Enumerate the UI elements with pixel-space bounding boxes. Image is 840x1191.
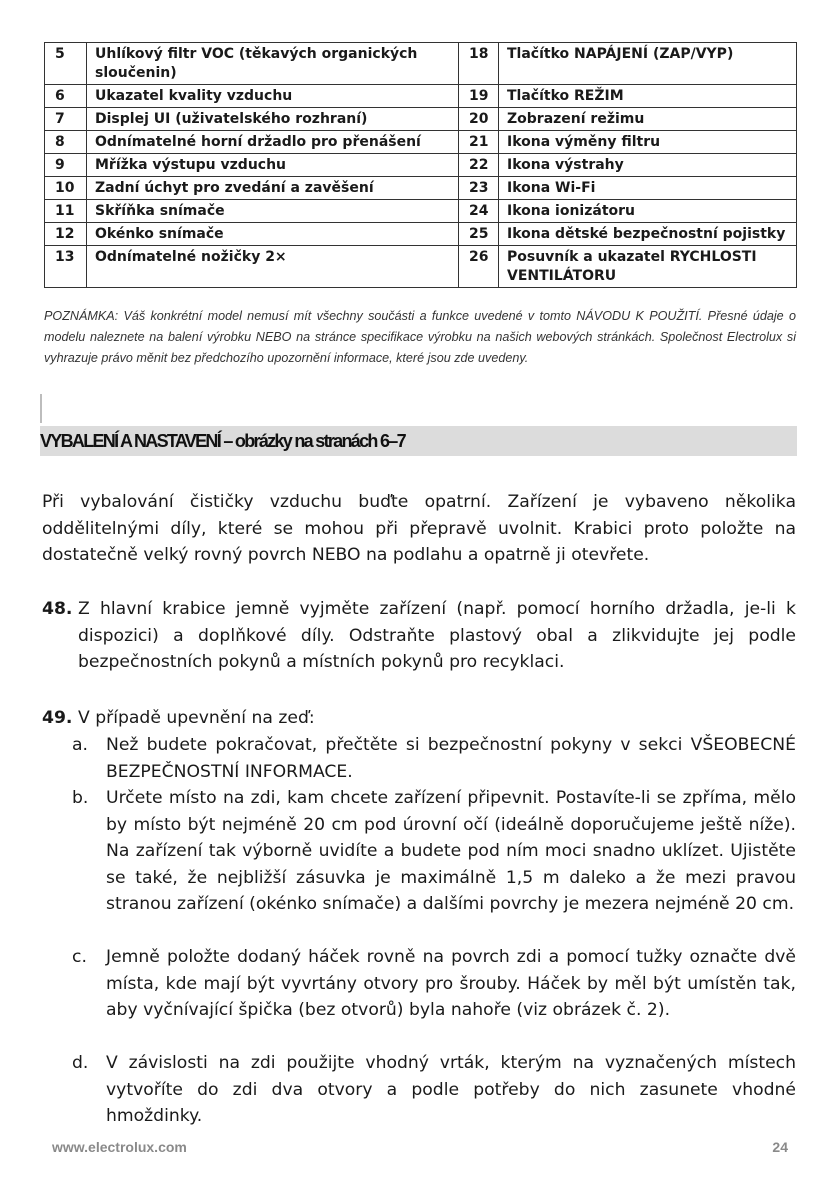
left-margin-bar	[40, 394, 42, 423]
table-row	[45, 43, 797, 85]
part-number: 21	[459, 131, 499, 154]
part-label: Okénko snímače	[87, 223, 459, 246]
part-number: 12	[45, 223, 87, 246]
parts-table	[44, 42, 797, 288]
substep-a	[72, 732, 796, 785]
substep-letter: a.	[72, 735, 88, 755]
page-number: 24	[772, 1139, 788, 1155]
substep-letter: c.	[72, 947, 87, 967]
step-number: 48.	[42, 599, 73, 619]
intro-paragraph: Při vybalování čističky vzduchu buďte opatrní. Zařízení je vybaveno několika oddělitelnými díly, které se mohou při přepravě uvolnit. Krabici proto položte na dostatečně velký rovný povrch NEBO na podlahu a opatrně ji otevřete.	[42, 492, 796, 565]
table-row	[45, 200, 797, 223]
step-text: V případě upevnění na zeď:	[78, 708, 315, 728]
substep-b	[72, 785, 796, 918]
table-row	[45, 85, 797, 108]
part-number: 26	[459, 246, 499, 288]
part-label: Posuvník a ukazatel RYCHLOSTI VENTILÁTORU	[499, 246, 797, 288]
section-header	[40, 426, 797, 456]
part-label: Odnímatelné horní držadlo pro přenášení	[87, 131, 459, 154]
part-number: 10	[45, 177, 87, 200]
section-title: VYBALENÍ A NASTAVENÍ – obrázky na stranách 6–7	[40, 431, 405, 451]
part-label: Zadní úchyt pro zvedání a zavěšení	[87, 177, 459, 200]
part-number: 18	[459, 43, 499, 85]
part-label: Ikona výstrahy	[499, 154, 797, 177]
note-text: POZNÁMKA: Váš konkrétní model nemusí mít všechny součásti a funkce uvedené v tomto NÁVODU K POUŽITÍ. Přesné údaje o modelu naleznete na balení výrobku NEBO na stránce specifikace výrobku na našich webových stránkách. Společnost Electrolux si vyhrazuje právo měnit bez předchozího upozornění informace, které jsou zde uvedeny.	[44, 309, 796, 365]
table-row	[45, 177, 797, 200]
table-row	[45, 246, 797, 288]
part-number: 20	[459, 108, 499, 131]
step-number: 49.	[42, 708, 73, 728]
part-label: Ikona ionizátoru	[499, 200, 797, 223]
substep-text: Jemně položte dodaný háček rovně na povrch zdi a pomocí tužky označte dvě místa, kde mají být vyvrtány otvory pro šrouby. Háček by měl být umístěn tak, aby vyčnívající špička (bez otvorů) byla nahoře (viz obrázek č. 2).	[106, 947, 796, 1020]
part-number: 24	[459, 200, 499, 223]
part-label: Odnímatelné nožičky 2×	[87, 246, 459, 288]
table-row	[45, 108, 797, 131]
table-row	[45, 223, 797, 246]
part-label: Ukazatel kvality vzduchu	[87, 85, 459, 108]
part-label: Skříňka snímače	[87, 200, 459, 223]
part-label: Tlačítko REŽIM	[499, 85, 797, 108]
substep-letter: b.	[72, 788, 89, 808]
substep-text: V závislosti na zdi použijte vhodný vrták, kterým na vyznačených místech vytvoříte do zdi dva otvory a podle potřeby do nich zasunete vhodné hmoždinky.	[106, 1053, 796, 1126]
substep-text: Určete místo na zdi, kam chcete zařízení připevnit. Postavíte-li se zpříma, mělo by místo být nejméně 20 cm pod úrovní očí (ideálně doporučujeme ještě níže). Na zařízení tak výborně uvidíte a budete pod ním moci snadno uklízet. Ujistěte se také, že nejbližší zásuvka je maximálně 1,5 m daleko a že mezi pravou stranou zařízení (okénko snímače) a dalšími povrchy je mezera nejméně 20 cm.	[106, 788, 796, 914]
substep-letter: d.	[72, 1053, 89, 1073]
part-label: Ikona dětské bezpečnostní pojistky	[499, 223, 797, 246]
table-row	[45, 131, 797, 154]
part-number: 11	[45, 200, 87, 223]
part-number: 7	[45, 108, 87, 131]
footer-url[interactable]: www.electrolux.com	[52, 1139, 187, 1155]
part-number: 6	[45, 85, 87, 108]
part-number: 23	[459, 177, 499, 200]
substep-c	[72, 944, 796, 1024]
step-text: Z hlavní krabice jemně vyjměte zařízení (např. pomocí horního držadla, je-li k dispozici) a doplňkové díly. Odstraňte plastový obal a zlikvidujte jej podle bezpečnostních pokynů a místních pokynů pro recyklaci.	[78, 599, 796, 672]
part-label: Tlačítko NAPÁJENÍ (ZAP/VYP)	[499, 43, 797, 85]
part-number: 19	[459, 85, 499, 108]
part-label: Ikona Wi-Fi	[499, 177, 797, 200]
part-label: Uhlíkový filtr VOC (těkavých organických sloučenin)	[87, 43, 459, 85]
part-number: 8	[45, 131, 87, 154]
part-number: 25	[459, 223, 499, 246]
part-label: Displej UI (uživatelského rozhraní)	[87, 108, 459, 131]
part-number: 9	[45, 154, 87, 177]
substep-d	[72, 1050, 796, 1130]
part-label: Ikona výměny filtru	[499, 131, 797, 154]
part-label: Mřížka výstupu vzduchu	[87, 154, 459, 177]
table-row	[45, 154, 797, 177]
part-label: Zobrazení režimu	[499, 108, 797, 131]
part-number: 22	[459, 154, 499, 177]
substep-text: Než budete pokračovat, přečtěte si bezpečnostní pokyny v sekci VŠEOBECNÉ BEZPEČNOSTNÍ INFORMACE.	[106, 735, 796, 782]
part-number: 5	[45, 43, 87, 85]
part-number: 13	[45, 246, 87, 288]
